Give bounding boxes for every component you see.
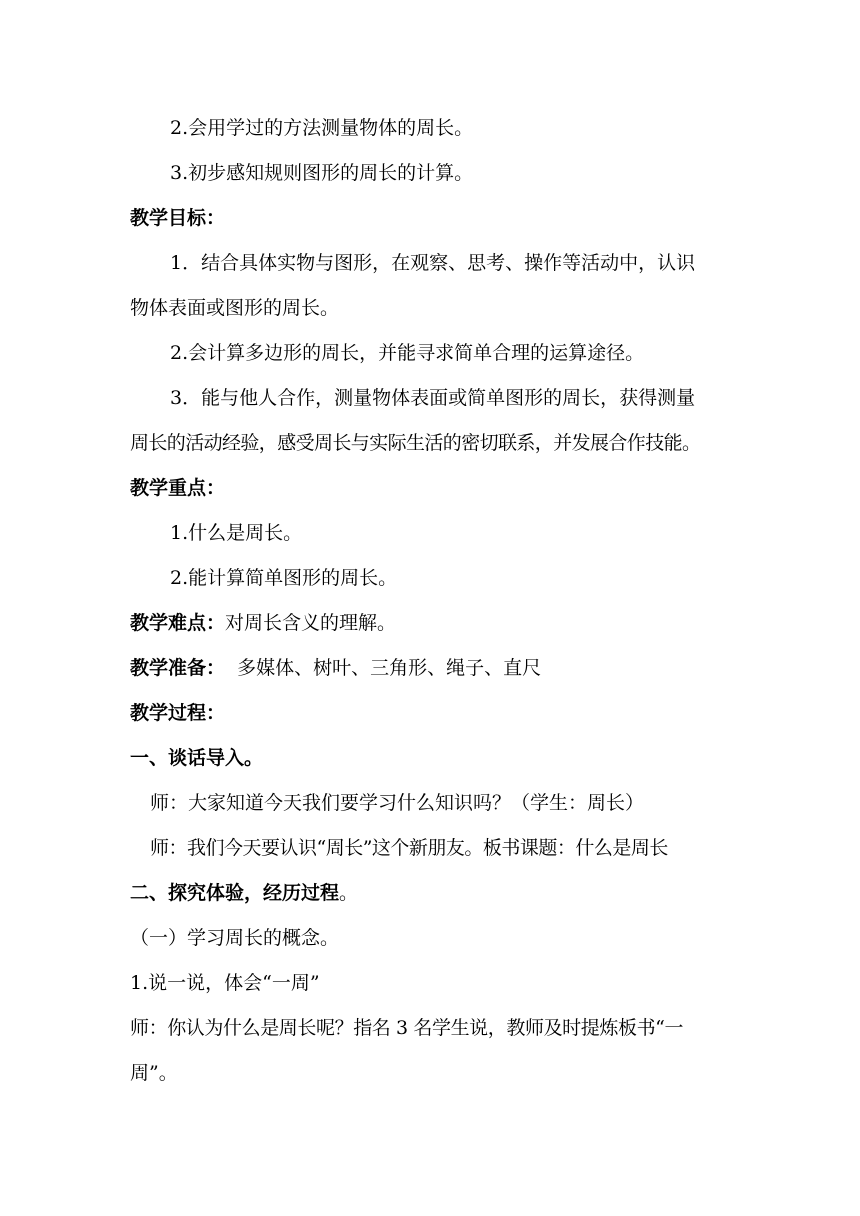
paragraph-text: 物体表面或图形的周长。 (130, 297, 340, 319)
paragraph-text: 1.什么是周长。 (170, 522, 303, 544)
activity-text-line-1 (130, 1016, 740, 1040)
part-heading-2 (130, 881, 740, 905)
activity-text-line-2 (130, 1061, 740, 1085)
paragraph-text: 。 (339, 882, 359, 904)
paragraph-text: 2.能计算简单图形的周长。 (170, 567, 398, 589)
objective-item-2 (170, 116, 780, 140)
goal-item-2 (170, 341, 780, 365)
paragraph-text: 师：你认为什么是周长呢？指名 3 名学生说，教师及时提炼板书“一 (130, 1017, 684, 1039)
section-difficulty (130, 611, 740, 635)
part-heading-1 (130, 746, 740, 770)
objective-item-3 (170, 161, 780, 185)
paragraph-text: 对周长含义的理解。 (225, 612, 397, 634)
heading-label: 一、谈话导入。 (130, 747, 264, 769)
paragraph-text: 多媒体、树叶、三角形、绳子、直尺 (225, 657, 542, 679)
section-heading-process (130, 701, 740, 725)
paragraph-text: （一）学习周长的概念。 (130, 927, 340, 949)
heading-label: 教学重点： (130, 477, 226, 499)
key-point-2 (170, 566, 780, 590)
paragraph-text: 师：大家知道今天我们要学习什么知识吗？（学生：周长） (150, 792, 645, 814)
goal-item-3-line-2 (130, 431, 740, 455)
dialogue-line-1 (150, 791, 760, 815)
section-heading-key-points (130, 476, 740, 500)
goal-item-1-line-1 (170, 251, 780, 275)
paragraph-text: 1.说一说，体会“一周” (130, 972, 320, 994)
paragraph-text: 周长的活动经验，感受周长与实际生活的密切联系，并发展合作技能。 (130, 432, 701, 454)
section-heading-teaching-goals (130, 206, 740, 230)
paragraph-text: 3．能与他人合作，测量物体表面或简单图形的周长，获得测量 (170, 387, 696, 409)
heading-label: 教学过程： (130, 702, 226, 724)
section-preparation (130, 656, 740, 680)
paragraph-text: 2.会计算多边形的周长，并能寻求简单合理的运算途径。 (170, 342, 645, 364)
dialogue-line-2 (150, 836, 760, 860)
goal-item-1-line-2 (130, 296, 740, 320)
subsection-heading (130, 926, 740, 950)
key-point-1 (170, 521, 780, 545)
heading-label: 教学准备： (130, 657, 226, 679)
heading-label: 教学目标： (130, 207, 226, 229)
paragraph-text: 1．结合具体实物与图形，在观察、思考、操作等活动中，认识 (170, 252, 696, 274)
paragraph-text: 2.会用学过的方法测量物体的周长。 (170, 117, 474, 139)
paragraph-text: 周”。 (130, 1062, 178, 1084)
heading-label: 二、探究体验，经历过程 (130, 882, 340, 904)
activity-item-1 (130, 971, 740, 995)
goal-item-3-line-1 (170, 386, 780, 410)
paragraph-text: 3.初步感知规则图形的周长的计算。 (170, 162, 474, 184)
heading-label: 教学难点： (130, 612, 226, 634)
paragraph-text: 师：我们今天要认识“周长”这个新朋友。板书课题：什么是周长 (150, 837, 668, 859)
